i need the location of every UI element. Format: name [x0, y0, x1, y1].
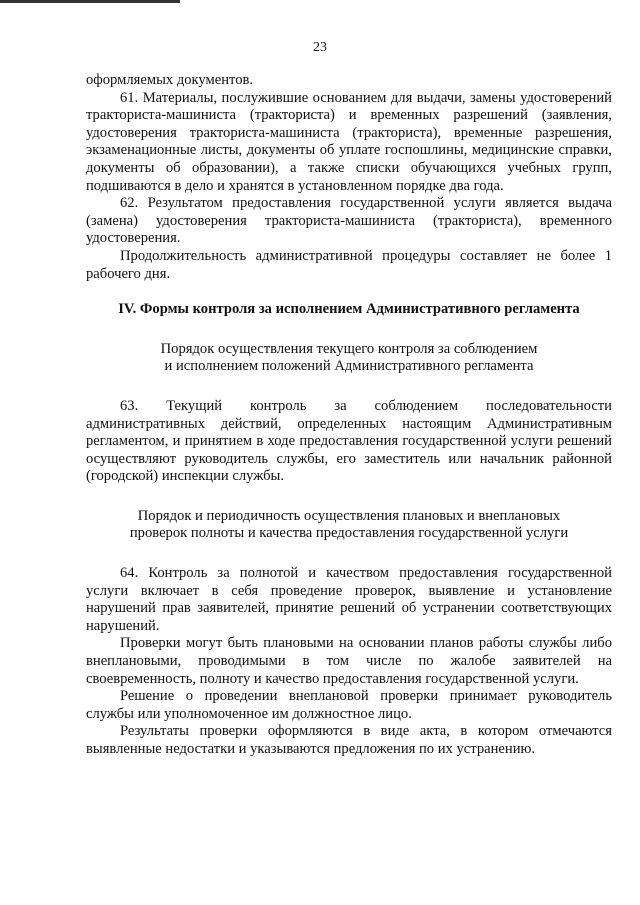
- subheading-current-control-line1: Порядок осуществления текущего контроля за соблюдением: [160, 340, 538, 357]
- document-body: [86, 72, 612, 759]
- page-number: 23: [313, 40, 327, 55]
- spacer: [86, 376, 612, 398]
- section-iv-heading: IV. Формы контроля за исполнением Административного регламента: [118, 301, 580, 318]
- paragraph-64-results: Результаты проверки оформляются в виде акта, в котором отмечаются выявленные недостатки и указываются предложения по их устранению.: [86, 723, 612, 757]
- subheading-checks-line1: Порядок и периодичность осуществления плановых и внеплановых: [137, 507, 561, 524]
- paragraph-64-checks: Проверки могут быть плановыми на основании планов работы службы либо внеплановыми, проводимыми в том числе по жалобе заявителей на своевременность, полноту и качество предоставления государственной услуги.: [86, 635, 612, 687]
- subheading-current-control-line2: и исполнением положений Административного регламента: [164, 358, 534, 375]
- paragraph-62: 62. Результатом предоставления государственной услуги является выдача (замена) удостоверения тракториста-машиниста (тракториста), временного удостоверения.: [86, 195, 612, 247]
- paragraph-63: 63. Текущий контроль за соблюдением последовательности административных действий, определенных настоящим Административным регламентом, и принятием в ходе предоставления государственной услуги решений осуществляют руководитель службы, его заместитель или начальник районной (городской) инспекции службы.: [86, 397, 612, 485]
- paragraph-intro: оформляемых документов.: [86, 72, 254, 88]
- paragraph-64: 64. Контроль за полнотой и качеством предоставления государственной услуги включает в себя проведение проверок, выявление и установление нарушений прав заявителей, принятие решений об устранении соответствующих нарушений.: [86, 565, 612, 634]
- paragraph-61: 61. Материалы, послужившие основанием для выдачи, замены удостоверений тракториста-машиниста (тракториста) и временных разрешений (заявления, удостоверения тракториста-машиниста (тракториста), временные разрешения, экзаменационные листы, документы об уплате госпошлины, медицинские справки, документы об образовании), а также списки обучающихся учебных групп, подшиваются в дело и хранятся в установленном порядке два года.: [86, 89, 612, 194]
- spacer: [86, 319, 612, 341]
- paragraph-62-duration: Продолжительность административной процедуры составляет не более 1 рабочего дня.: [86, 247, 612, 282]
- spacer: [86, 543, 612, 565]
- spacer: [86, 486, 612, 508]
- subheading-checks-line2: проверок полноты и качества предоставления государственной услуги: [129, 525, 569, 542]
- paragraph-64-decision: Решение о проведении внеплановой проверки принимает руководитель службы или уполномоченное им должностное лицо.: [86, 688, 612, 722]
- scan-edge-mark: [0, 0, 180, 3]
